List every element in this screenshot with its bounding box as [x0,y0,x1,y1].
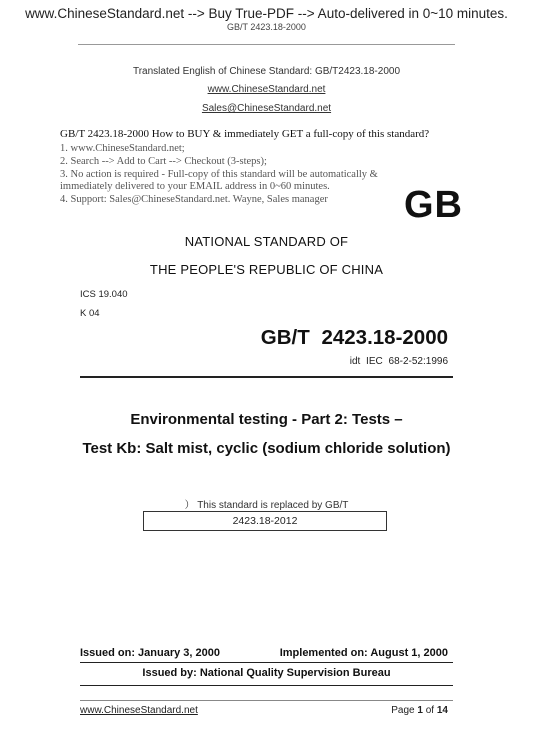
ccs-code: K 04 [80,308,100,319]
implemented-date: Implemented on: August 1, 2000 [279,647,448,659]
page-current: 1 [417,705,423,716]
ics-code: ICS 19.040 [80,289,128,300]
banner-overlay-standard: GB/T 2423.18-2000 [227,22,306,32]
replacement-box: 2423.18-2012 [143,511,387,531]
title-line-1: Environmental testing - Part 2: Tests – [130,411,403,428]
website-link[interactable]: www.ChineseStandard.net [207,84,326,95]
national-line-1: NATIONAL STANDARD OF [184,234,349,249]
issuer-divider [80,685,453,686]
gb-logo: GB [404,184,463,226]
replacement-text: This standard is replaced by GB/T [197,500,349,511]
footer-divider [80,700,453,701]
page-label: Page [391,705,415,716]
replacement-marker: ） [184,500,195,511]
banner-divider [78,44,455,45]
translated-line: Translated English of Chinese Standard: GB/T2423.18-2000 [132,66,401,77]
issued-by: Issued by: National Quality Supervision Bureau [142,667,391,679]
page-of: of [425,705,435,716]
email-link[interactable]: Sales@ChineseStandard.net [201,103,332,114]
howto-step: immediately delivered to your EMAIL address in 0~60 minutes. [60,181,330,193]
howto-steps [60,143,378,207]
howto-step: 3. No action is required - Full-copy of this standard will be automatically & [60,168,378,180]
standard-identity: idt IEC 68-2-52:1996 [349,356,448,367]
howto-step[interactable]: 4. Support: Sales@ChineseStandard.net. Wayne, Sales manager [60,194,328,206]
national-line-2: THE PEOPLE'S REPUBLIC OF CHINA [149,262,384,277]
howto-step[interactable]: 1. www.ChineseStandard.net; [60,143,185,154]
issued-date: Issued on: January 3, 2000 [80,647,221,659]
top-banner[interactable]: www.ChineseStandard.net --> Buy True-PDF --> Auto-delivered in 0~10 minutes. [25,6,508,21]
footer-website-link[interactable]: www.ChineseStandard.net [80,705,198,716]
title-line-2: Test Kb: Salt mist, cyclic (sodium chloride solution) [82,440,451,457]
dates-divider [80,662,453,663]
standard-number: GB/T 2423.18-2000 [260,326,448,349]
page-indicator [391,705,448,716]
title-divider [80,376,453,378]
howto-step: 2. Search --> Add to Cart --> Checkout (3-steps); [60,155,267,167]
howto-heading: GB/T 2423.18-2000 How to BUY & immediately GET a full-copy of this standard? [60,128,430,140]
replacement-note [0,496,533,511]
page-total: 14 [436,705,448,716]
